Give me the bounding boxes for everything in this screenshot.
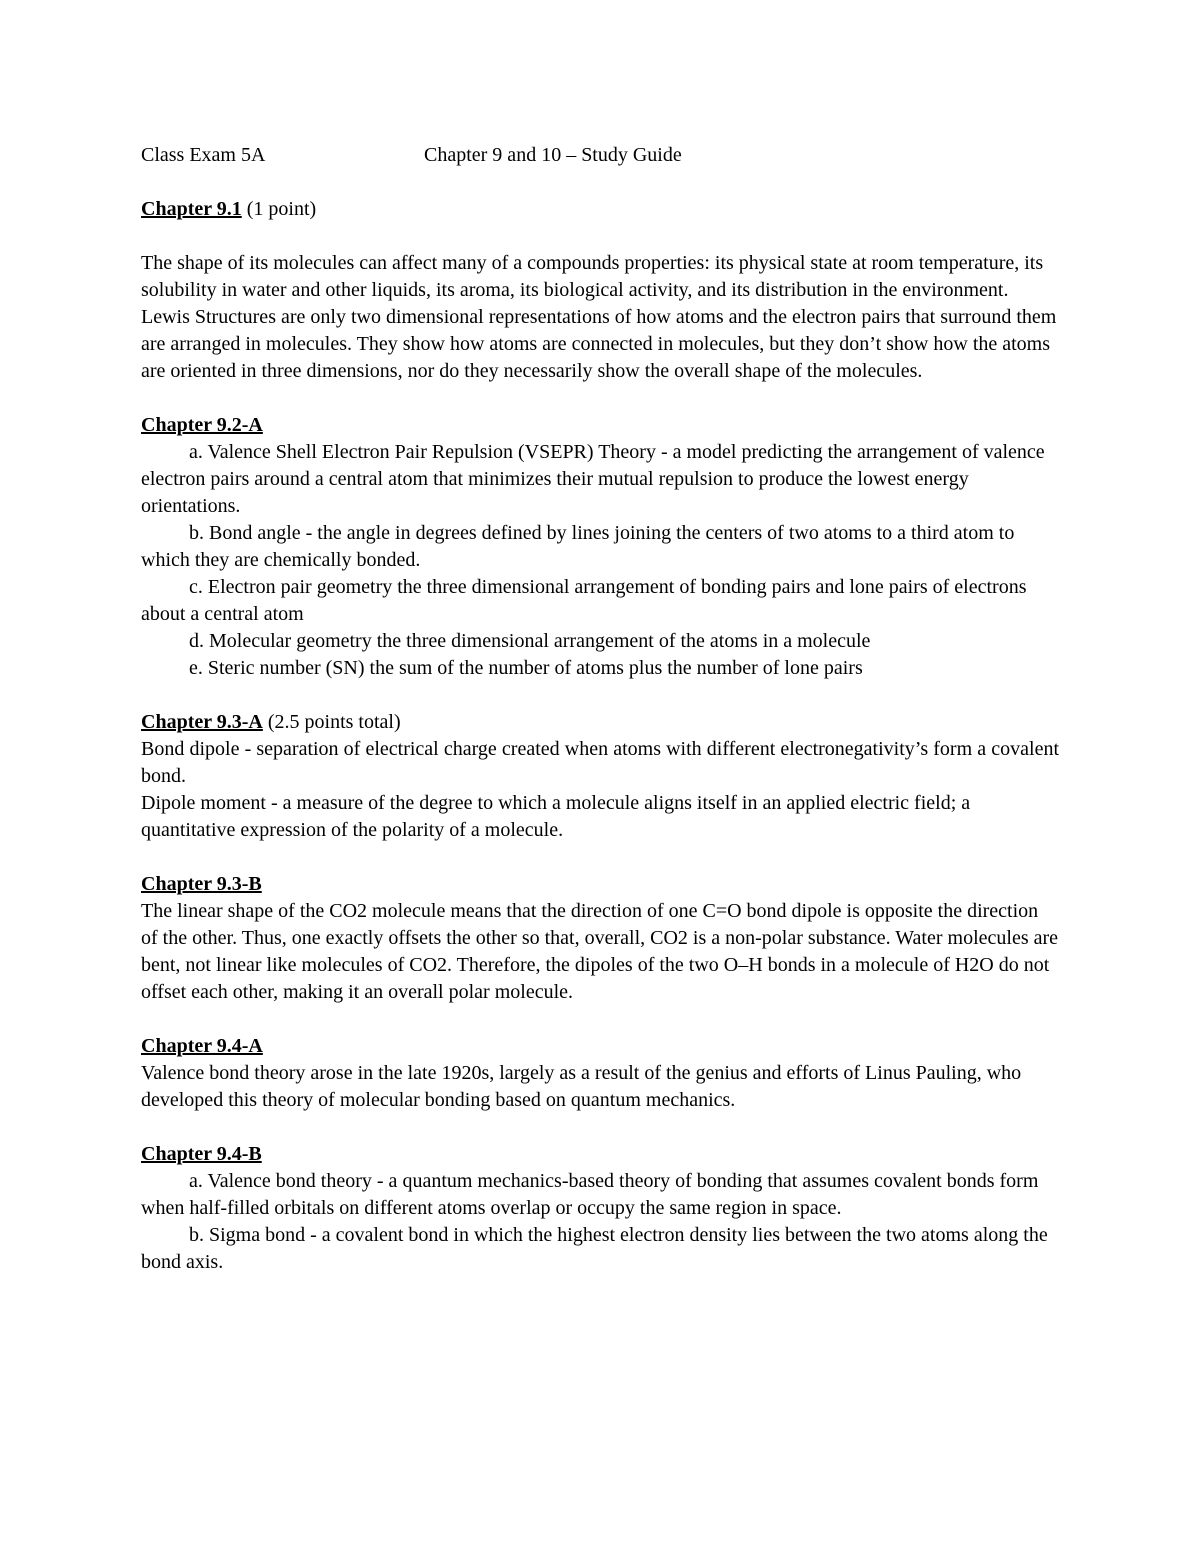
definition-item: a. Valence bond theory - a quantum mechanics-based theory of bonding that assumes covalent bonds form when half-filled orbitals on different atoms overlap or occupy the same region in space. bbox=[141, 1170, 1039, 1219]
section-body: Valence bond theory arose in the late 1920s, largely as a result of the genius and efforts of Linus Pauling, who developed this theory of molecular bonding based on quantum mechanics. bbox=[141, 1062, 1022, 1111]
section-body: The linear shape of the CO2 molecule means that the direction of one C=O bond dipole is opposite the direction of the other. Thus, one exactly offsets the other so that, overall, CO2 is a non-polar substance. Water molecules are bent, not linear like molecules of CO2. Therefore, the dipoles of the two O–H bonds in a molecule of H2O do not offset each other, making it an overall polar molecule. bbox=[141, 900, 1059, 1003]
section-heading: Chapter 9.3-A bbox=[141, 711, 263, 733]
definition-line: Dipole moment - a measure of the degree to which a molecule aligns itself in an applied electric field; a quantitative expression of the polarity of a molecule. bbox=[141, 792, 971, 841]
definition-item: d. Molecular geometry the three dimensional arrangement of the atoms in a molecule bbox=[189, 630, 871, 652]
definition-item: b. Bond angle - the angle in degrees defined by lines joining the centers of two atoms to a third atom to which they are chemically bonded. bbox=[141, 522, 1015, 571]
document-header bbox=[141, 142, 1059, 169]
section-9-3-b bbox=[141, 871, 1059, 1006]
section-heading: Chapter 9.4-B bbox=[141, 1143, 262, 1165]
section-9-2-a bbox=[141, 412, 1059, 682]
section-body: The shape of its molecules can affect many of a compounds properties: its physical state at room temperature, its solubility in water and other liquids, its aroma, its biological activity, and its distribution in the environment. Lewis Structures are only two dimensional representations of how atoms and the electron pairs that surround them are arranged in molecules. They show how atoms are connected in molecules, but they don’t show how the atoms are oriented in three dimensions, nor do they necessarily show the overall shape of the molecules. bbox=[141, 252, 1057, 382]
section-heading: Chapter 9.2-A bbox=[141, 414, 263, 436]
definition-item: b. Sigma bond - a covalent bond in which the highest electron density lies between the two atoms along the bond axis. bbox=[141, 1224, 1048, 1273]
exam-title: Class Exam 5A bbox=[141, 144, 266, 166]
section-heading-line bbox=[141, 1033, 1059, 1060]
study-guide-title: Chapter 9 and 10 – Study Guide bbox=[424, 144, 682, 166]
section-9-4-b bbox=[141, 1141, 1059, 1276]
section-9-3-a bbox=[141, 709, 1059, 844]
definition-item: c. Electron pair geometry the three dimensional arrangement of bonding pairs and lone pairs of electrons about a central atom bbox=[141, 576, 1027, 625]
section-heading-line bbox=[141, 709, 1059, 736]
section-heading-line bbox=[141, 196, 1059, 223]
points-note: (2.5 points total) bbox=[262, 711, 401, 733]
section-9-4-a bbox=[141, 1033, 1059, 1114]
section-heading: Chapter 9.1 bbox=[141, 198, 242, 220]
definition-line: Bond dipole - separation of electrical charge created when atoms with different electronegativity’s form a covalent bond. bbox=[141, 738, 1059, 787]
points-note: (1 point) bbox=[246, 198, 317, 220]
section-heading-line bbox=[141, 871, 1059, 898]
section-heading-line bbox=[141, 1141, 1059, 1168]
definition-item: a. Valence Shell Electron Pair Repulsion (VSEPR) Theory - a model predicting the arrangement of valence electron pairs around a central atom that minimizes their mutual repulsion to produce the lowest energy orientations. bbox=[141, 441, 1045, 517]
document-page bbox=[141, 142, 1059, 1276]
section-heading-line bbox=[141, 412, 1059, 439]
section-heading: Chapter 9.4-A bbox=[141, 1035, 263, 1057]
section-heading: Chapter 9.3-B bbox=[141, 873, 262, 895]
definition-item: e. Steric number (SN) the sum of the number of atoms plus the number of lone pairs bbox=[189, 657, 863, 679]
section-9-1 bbox=[141, 196, 1059, 385]
